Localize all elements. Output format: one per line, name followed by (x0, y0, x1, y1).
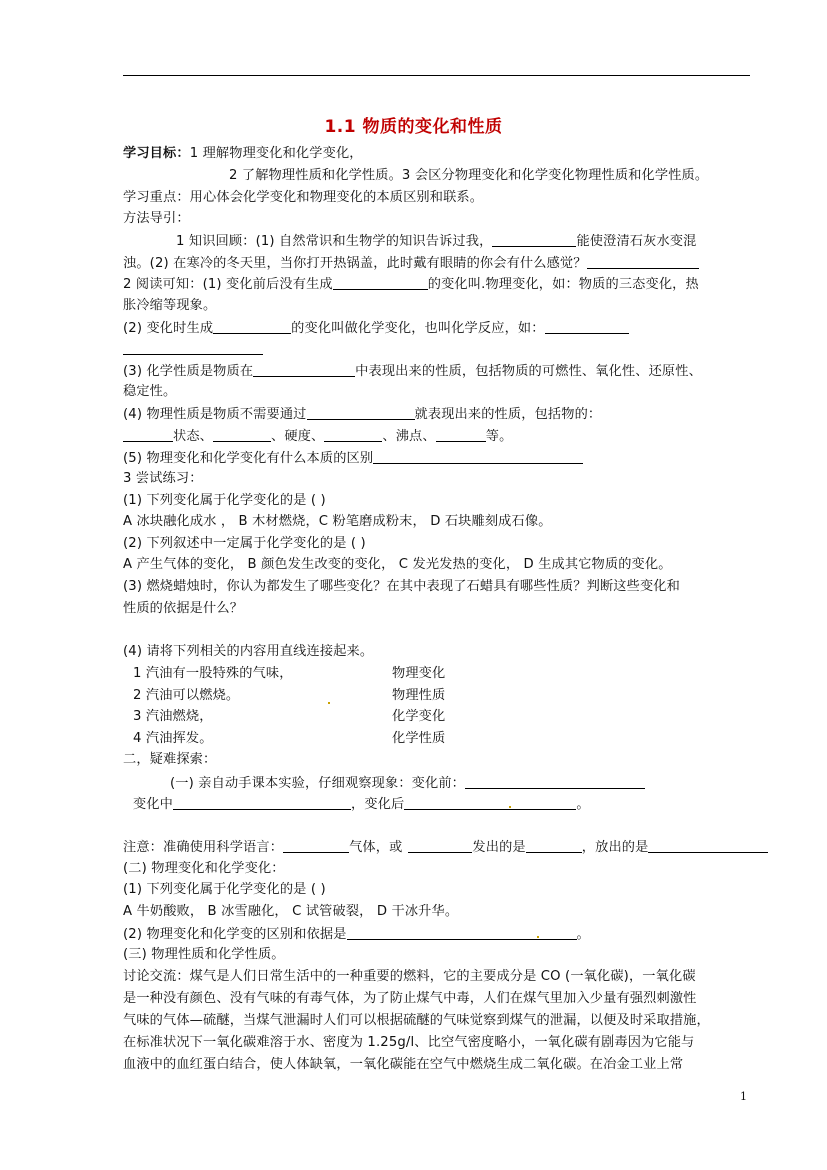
match-right-item: 物理变化 (392, 666, 446, 681)
header-rule (123, 75, 750, 76)
stray-dot (537, 936, 539, 938)
match-right-item: 化学变化 (392, 709, 446, 724)
blank-line (173, 796, 351, 810)
question-1: (1) 下列变化属于化学变化的是 ( ) (123, 493, 326, 508)
phys-prop-line-1 (123, 406, 601, 423)
section-2-question-1: (1) 下列变化属于化学变化的是 ( ) (123, 882, 326, 897)
blank-line (408, 839, 472, 853)
pprop-item: 、沸点、 (382, 429, 436, 444)
note-text-b: 气体，或 (349, 840, 403, 855)
blank-line (347, 926, 577, 940)
match-left-item: 4 汽油挥发。 (133, 731, 213, 746)
diff-text: (5) 物理变化和化学变化有什么本质的区别 (123, 451, 374, 466)
discuss-line: 在标准状况下一氧化碳难溶于水、密度为 1.25g/l、比空气密度略小，一氧化碳有剧毒因为它能与 (123, 1035, 695, 1050)
note-text-c: 发出的是 (472, 840, 526, 855)
note-line (123, 839, 768, 856)
blank-line (253, 363, 355, 377)
pprop-text-b: 就表现出来的性质，包括物的： (414, 407, 602, 422)
chem-change-line-2 (123, 341, 263, 358)
blank-line (373, 450, 583, 464)
explore-heading: 二，疑难探索： (123, 752, 217, 767)
question-1-options: A 冰块融化成水 ， B 木材燃烧，C 粉笔磨成粉末， D 石块雕刻成石像。 (123, 514, 552, 529)
explore-text-a: (一) 亲自动手课本实验，仔细观察现象：变化前： (170, 776, 466, 791)
key-point: 学习重点：用心体会化学变化和物理变化的本质区别和联系。 (123, 190, 484, 205)
blank-line (213, 428, 271, 442)
section-3-heading: (三) 物理性质和化学性质。 (123, 947, 285, 962)
explore-line-2 (133, 796, 590, 813)
explore-text-d: 。 (576, 797, 590, 812)
question-3-line-1: (3) 燃烧蜡烛时，你认为都发生了哪些变化？在其中表现了石蜡具有哪些性质？判断这些变化和 (123, 579, 680, 594)
chem-text-b: 的变化叫做化学变化，也叫化学反应，如： (291, 321, 545, 336)
blank-line (526, 839, 582, 853)
blank-line (404, 796, 576, 810)
note-text-a: 注意：准确使用科学语言： (123, 840, 284, 855)
s2q2-text-a: (2) 物理变化和化学变的区别和依据是 (123, 927, 347, 942)
blank-line (307, 406, 415, 420)
explore-text-c: ，变化后 (351, 797, 405, 812)
page-title: 1.1 物质的变化和性质 (324, 117, 503, 137)
difference-question (123, 450, 583, 467)
explore-line-1 (170, 775, 645, 792)
blank-line (545, 320, 629, 334)
blank-line (283, 839, 349, 853)
method-label: 方法导引： (123, 211, 190, 226)
review-line-1 (176, 233, 697, 250)
match-right-item: 化学性质 (392, 731, 446, 746)
blank-line (436, 428, 486, 442)
blank-line (123, 428, 173, 442)
blank-line (587, 255, 699, 269)
review-text-a: 1 知识回顾：(1) 自然常识和生物学的知识告诉过我， (176, 234, 493, 249)
s2q2-text-b: 。 (576, 927, 590, 942)
discuss-line: 气味的气体—硫醚，当煤气泄漏时人们可以根据硫醚的气味觉察到煤气的泄漏，以便及时采取措施， (123, 1013, 710, 1028)
question-2: (2) 下列叙述中一定属于化学变化的是 ( ) (123, 536, 366, 551)
chem-change-line (123, 320, 629, 337)
read-line-1 (123, 276, 699, 293)
match-right-item: 物理性质 (392, 688, 446, 703)
review-text-c: 浊。(2) 在寒冷的冬天里，当你打开热锅盖，此时戴有眼睛的你会有什么感觉？ (123, 256, 587, 271)
question-3-line-2: 性质的依据是什么？ (123, 601, 244, 616)
pprop-text-a: (4) 物理性质是物质不需要通过 (123, 407, 307, 422)
match-left-item: 2 汽油可以燃烧。 (133, 688, 240, 703)
chem-prop-line-1 (123, 363, 702, 380)
phys-prop-line-2 (123, 428, 512, 445)
pprop-item: 、硬度、 (271, 429, 325, 444)
discuss-line: 血液中的血红蛋白结合，使人体缺氧，一氧化碳能在空气中燃烧生成二氧化碳。在冶金工业上常 (123, 1057, 684, 1072)
chem-text-a: (2) 变化时生成 (123, 321, 214, 336)
read-text-a: 2 阅读可知：(1) 变化前后没有生成 (123, 277, 333, 292)
section-2-heading: (二) 物理变化和化学变化： (123, 861, 285, 876)
blank-line (123, 341, 263, 355)
blank-line (648, 839, 768, 853)
blank-line (333, 276, 428, 290)
goals-text-1: 1 理解物理变化和化学变化， (189, 146, 363, 161)
read-text-b: 的变化叫.物理变化，如：物质的三态变化，热 (427, 277, 699, 292)
goals-line-1 (123, 146, 363, 162)
blank-line (465, 775, 645, 789)
chem-prop-line-2: 稳定性。 (123, 384, 177, 399)
blank-line (492, 233, 576, 247)
explore-text-b: 变化中 (133, 797, 174, 812)
cprop-text-b: 中表现出来的性质，包括物质的可燃性、氧化性、还原性、 (355, 364, 702, 379)
question-4: (4) 请将下列相关的内容用直线连接起来。 (123, 644, 374, 659)
goals-label: 学习目标： (123, 146, 190, 161)
practice-heading: 3 尝试练习： (123, 471, 203, 486)
page-number: 1 (740, 1090, 747, 1103)
match-left-item: 3 汽油燃烧， (133, 709, 213, 724)
stray-dot (509, 806, 511, 808)
blank-line (324, 428, 382, 442)
goals-line-2: 2 了解物理性质和化学性质。3 会区分物理变化和化学变化物理性质和化学性质。 (229, 168, 709, 183)
cprop-text-a: (3) 化学性质是物质在 (123, 364, 254, 379)
review-line-2 (123, 255, 699, 272)
section-2-question-1-options: A 牛奶酸败， B 冰雪融化， C 试管破裂， D 干冰升华。 (123, 904, 459, 919)
read-line-2: 胀冷缩等现象。 (123, 298, 217, 313)
pprop-item: 等。 (485, 429, 513, 444)
discuss-line: 是一种没有颜色、没有气味的有毒气体，为了防止煤气中毒，人们在煤气里加入少量有强烈刺激性 (123, 991, 697, 1006)
review-text-b: 能使澄清石灰水变混 (576, 234, 697, 249)
stray-dot (328, 702, 330, 704)
pprop-item: 状态、 (173, 429, 214, 444)
discuss-line: 讨论交流：煤气是人们日常生活中的一种重要的燃料，它的主要成分是 CO (一氧化碳)，一氧化碳 (123, 969, 696, 984)
blank-line (213, 320, 291, 334)
match-left-item: 1 汽油有一股特殊的气味， (133, 666, 293, 681)
section-2-question-2 (123, 926, 590, 943)
question-2-options: A 产生气体的变化， B 颜色发生改变的变化， C 发光发热的变化， D 生成其它物质的变化。 (123, 557, 672, 572)
note-text-d: ，放出的是 (581, 840, 649, 855)
